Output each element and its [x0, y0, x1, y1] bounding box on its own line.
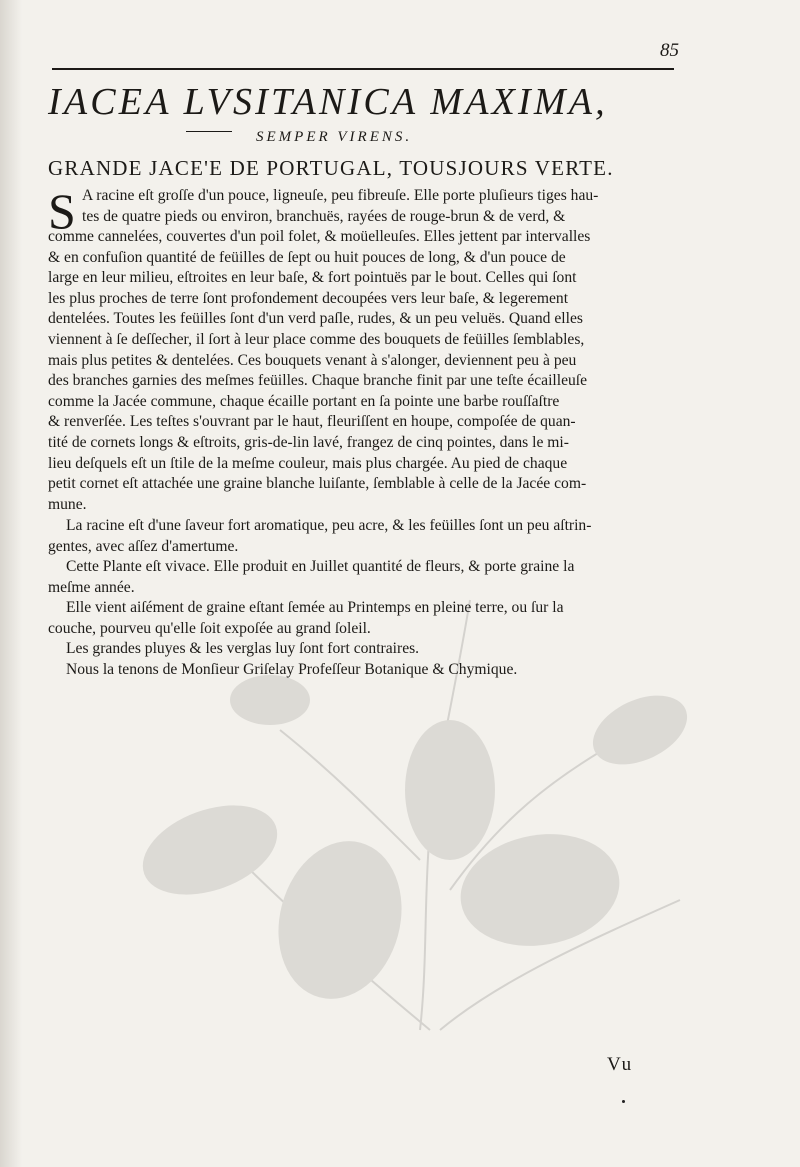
text-line: tité de cornets longs & eſtroits, gris-de-lin lavé, frangez de cinq pointes, dans le mi- [48, 433, 569, 451]
catchword: Vu [607, 1054, 634, 1075]
french-title: GRANDE JACE'E DE PORTUGAL, TOUSJOURS VERTE. [48, 156, 614, 180]
latin-subtitle: SEMPER VIRENS. [256, 129, 413, 145]
text-line: des branches garnies des meſmes feüilles. Chaque branche finit par une teſte écailleuſe [48, 372, 588, 390]
text-line: gentes, avec aſſez d'amertume. [48, 537, 239, 555]
text-line: les plus proches de terre ſont profondement decoupées vers leur baſe, & legerement [48, 289, 569, 307]
text-line: mune. [48, 495, 87, 513]
text-line: comme la Jacée commune, chaque écaille portant en ſa pointe une barbe rouſſaſtre [48, 392, 560, 410]
paragraph-1 [48, 227, 682, 515]
text-line: Cette Plante eſt vivace. Elle produit en Juillet quantité de fleurs, & porte graine la [66, 558, 575, 575]
drop-cap: S [48, 183, 76, 239]
paragraph-3 [48, 557, 682, 598]
text-line: & renverſée. Les teſtes s'ouvrant par le haut, fleuriſſent en houpe, compoſée de quan- [48, 413, 576, 431]
text-line: Nous la tenons de Monſieur Griſelay Profeſſeur Botanique & Chymique. [66, 661, 518, 678]
paragraph-1-indented [82, 186, 682, 227]
paragraph-4 [48, 598, 682, 639]
paragraph-6 [48, 660, 682, 681]
latin-title: IACEA LVSITANICA MAXIMA, [48, 81, 608, 123]
ink-speck [622, 1100, 625, 1103]
header-rule [52, 68, 674, 70]
text-line: A racine eſt groſſe d'un pouce, ligneuſe, peu fibreuſe. Elle porte pluſieurs tiges hau- [82, 187, 599, 204]
text-line: La racine eſt d'une ſaveur fort aromatique, peu acre, & les feüilles ſont un peu aſtrin- [66, 517, 592, 534]
text-line: comme cannelées, couvertes d'un poil folet, & moüelleuſes. Elles jettent par intervalles [48, 228, 591, 245]
page-number: 85 [660, 40, 679, 61]
text-line: mais plus petites & dentelées. Ces bouquets venant à s'alonger, deviennent peu à peu [48, 351, 577, 369]
text-line: viennent à ſe deſſecher, il ſort à leur place comme des bouquets de feüilles ſemblables, [48, 330, 585, 348]
text-line: dentelées. Toutes les feüilles ſont d'un verd paſle, rudes, & un peu veluës. Quand elles [48, 310, 583, 328]
text-line: couche, pourveu qu'elle ſoit expoſée au grand ſoleil. [48, 619, 371, 637]
paragraph-5 [48, 639, 682, 660]
text-line: large en leur milieu, eſtroites en leur baſe, & fort pointuës par le bout. Celles qui ſont [48, 269, 577, 287]
text-line: Elle vient aiſément de graine eſtant ſemée au Printemps en pleine terre, ou ſur la [66, 599, 564, 616]
text-line: tes de quatre pieds ou environ, branchuës, rayées de rouge-brun & de verd, & [82, 207, 566, 225]
page-edge-shadow [0, 0, 22, 1167]
text-line: petit cornet eſt attachée une graine blanche luiſante, ſemblable à celle de la Jacée com- [48, 475, 587, 493]
text-line: lieu deſquels eſt un ſtile de la meſme couleur, mais plus chargée. Au pied de chaque [48, 454, 568, 472]
text-line: Les grandes pluyes & les verglas luy ſont fort contraires. [66, 640, 420, 657]
text-line: & en confuſion quantité de feüilles de ſept ou huit pouces de long, & d'un pouce de [48, 248, 566, 266]
title-dash [186, 131, 232, 132]
paragraph-2 [48, 516, 682, 557]
text-line: meſme année. [48, 578, 135, 596]
